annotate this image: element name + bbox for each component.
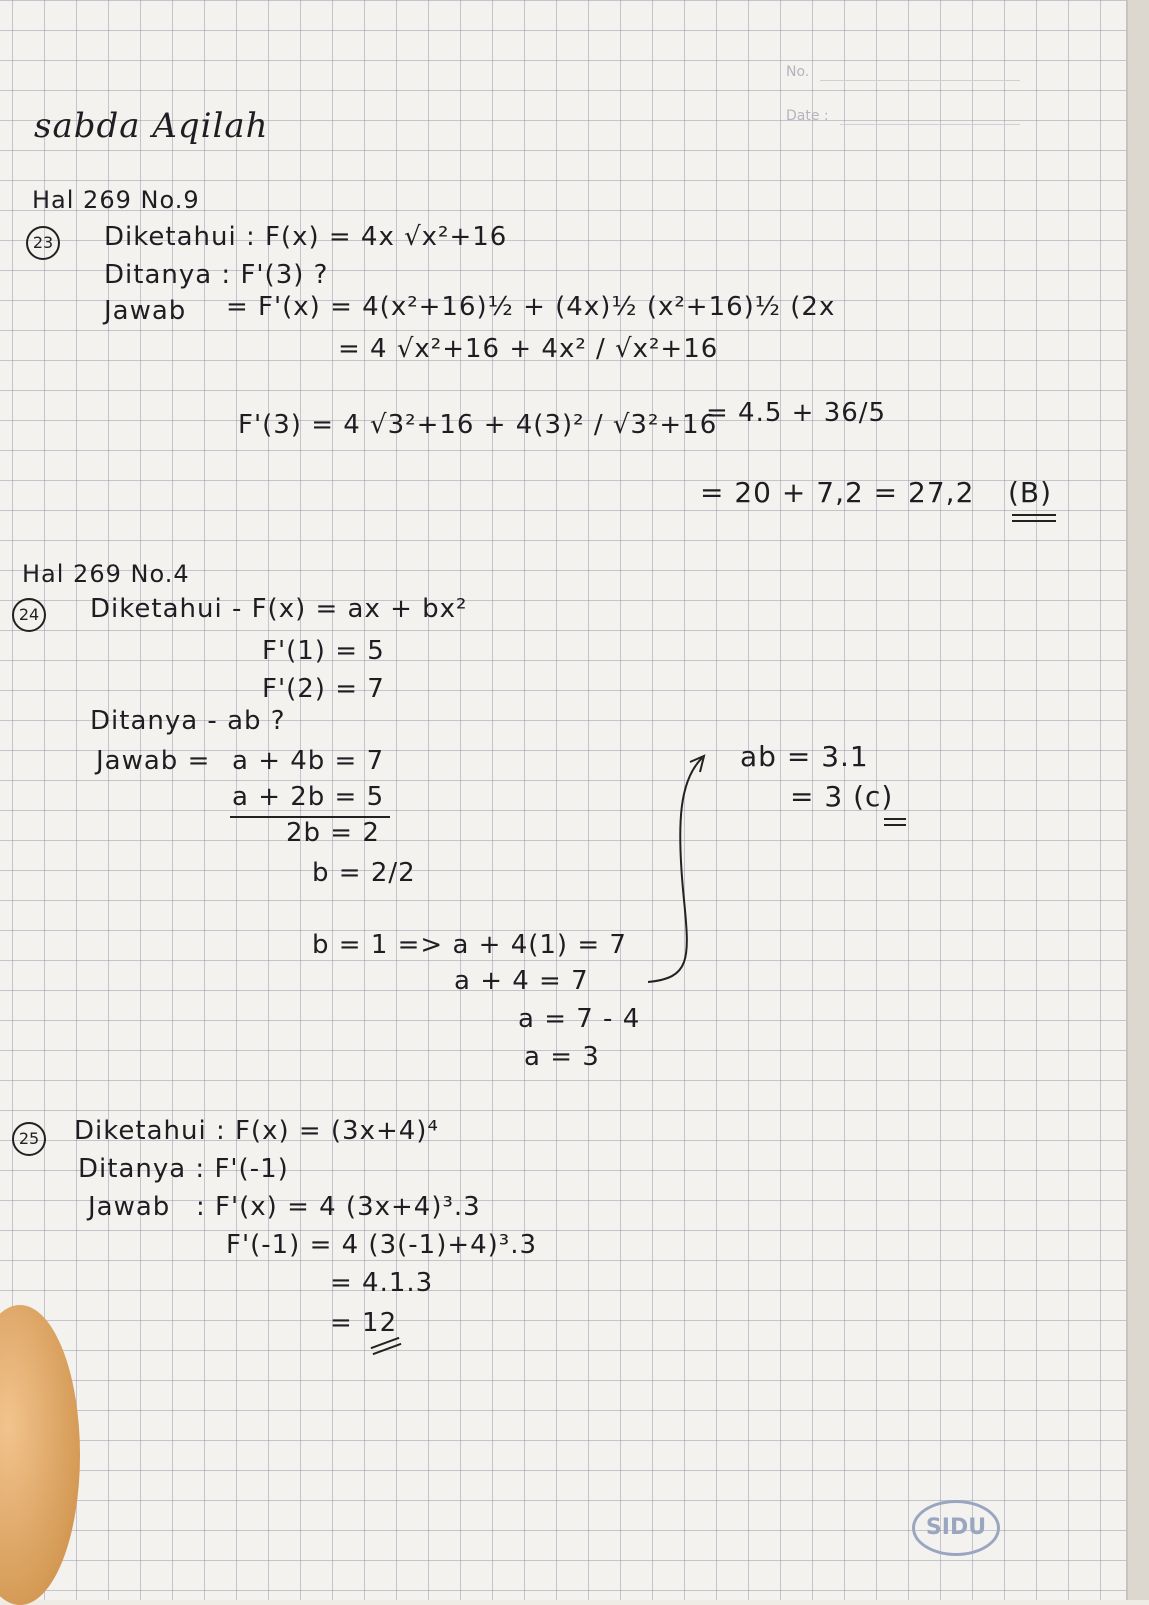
problem-25-step-1: : F'(x) = 4 (3x+4)³.3 — [196, 1192, 481, 1222]
problem-24-known-2: F'(1) = 5 — [262, 636, 385, 666]
sidu-logo: SIDU — [912, 1500, 1000, 1556]
problem-24-known-3: F'(2) = 7 — [262, 674, 385, 704]
problem-24-step-6: a + 4 = 7 — [454, 966, 589, 996]
problem-23-step-1: = F'(x) = 4(x²+16)½ + (4x)½ (x²+16)½ (2x — [226, 292, 836, 322]
problem-25-known: Diketahui : F(x) = (3x+4)⁴ — [74, 1116, 439, 1146]
problem-25-answer-label: Jawab — [88, 1192, 171, 1222]
problem-23-asked: Ditanya : F'(3) ? — [104, 260, 329, 290]
problem-24-asked: Ditanya - ab ? — [90, 706, 286, 736]
problem-23-final-answer: (B) — [1008, 476, 1053, 509]
problem-24-step-2: a + 2b = 5 — [232, 782, 385, 812]
problem-24-step-10: = 3 (c) — [790, 780, 894, 813]
problem-24-number: 24 — [12, 598, 46, 632]
problem-23-number: 23 — [26, 226, 60, 260]
no-label: No. — [786, 64, 810, 80]
problem-24-step-8: a = 3 — [524, 1042, 600, 1072]
problem-23-ref: Hal 269 No.9 — [32, 186, 200, 214]
problem-24-step-5: b = 1 => a + 4(1) = 7 — [312, 930, 627, 960]
problem-24-known: Diketahui - F(x) = ax + bx² — [90, 594, 468, 624]
problem-24-ref: Hal 269 No.4 — [22, 560, 190, 588]
problem-25-number: 25 — [12, 1122, 46, 1156]
student-name: sabda Aqilah — [34, 106, 269, 146]
problem-25-step-4: = 12 — [330, 1308, 398, 1338]
problem-25-step-2: F'(-1) = 4 (3(-1)+4)³.3 — [226, 1230, 538, 1260]
problem-23-step-4: = 4.5 + 36/5 — [706, 398, 887, 428]
problem-25-step-3: = 4.1.3 — [330, 1268, 434, 1298]
problem-24-step-1: a + 4b = 7 — [232, 746, 385, 776]
problem-23-known: Diketahui : F(x) = 4x √x²+16 — [104, 222, 508, 252]
problem-25-asked: Ditanya : F'(-1) — [78, 1154, 289, 1184]
problem-24-step-3: 2b = 2 — [286, 818, 380, 848]
problem-24-step-4: b = 2/2 — [312, 858, 416, 888]
problem-23-step-3: F'(3) = 4 √3²+16 + 4(3)² / √3²+16 — [238, 410, 718, 440]
date-label: Date : — [786, 108, 829, 124]
problem-24-step-9: ab = 3.1 — [740, 740, 869, 773]
problem-24-answer-label: Jawab = — [96, 746, 211, 776]
problem-23-step-5: = 20 + 7,2 = 27,2 — [700, 476, 975, 509]
problem-24-step-7: a = 7 - 4 — [518, 1004, 641, 1034]
problem-23-step-2: = 4 √x²+16 + 4x² / √x²+16 — [338, 334, 719, 364]
problem-23-answer-label: Jawab — [104, 296, 187, 326]
